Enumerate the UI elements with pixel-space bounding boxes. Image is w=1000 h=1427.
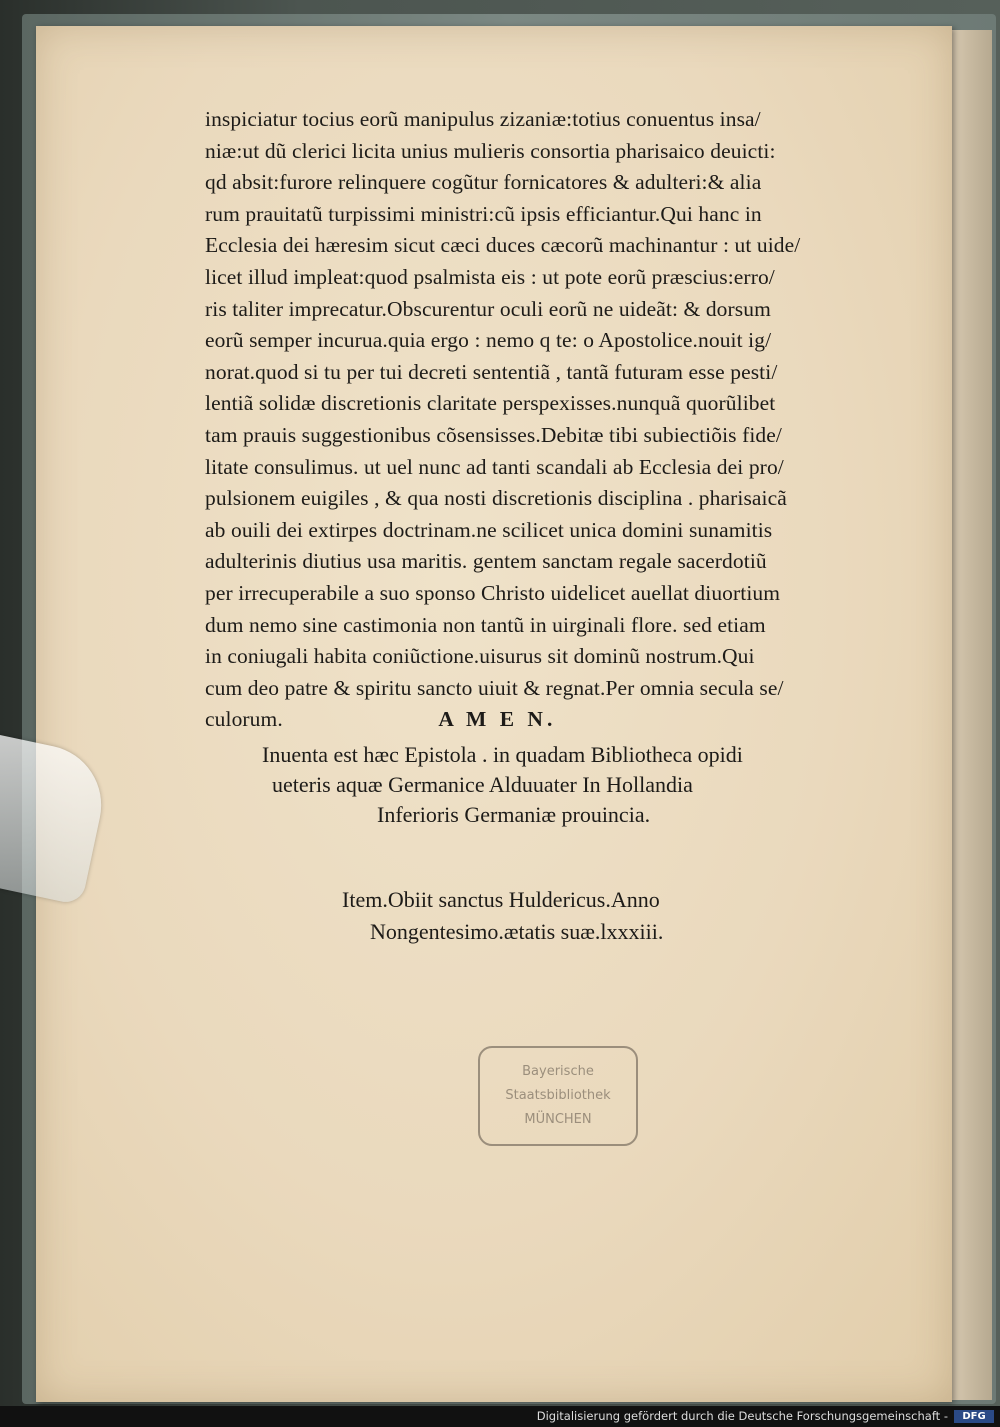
text-line: litate consulimus. ut uel nunc ad tanti scandali ab Ecclesia dei pro/ xyxy=(205,454,784,479)
death-note-line: Item.Obiit sanctus Huldericus.Anno xyxy=(342,887,660,912)
stamp-line: MÜNCHEN xyxy=(524,1112,592,1127)
page-edge xyxy=(952,30,992,1400)
text-line: ab ouili dei extirpes doctrinam.ne scilicet unica domini sunamitis xyxy=(205,517,773,542)
death-note-block xyxy=(342,884,842,948)
colophon-block xyxy=(262,740,862,830)
text-line: dum nemo sine castimonia non tantũ in uirginali flore. sed etiam xyxy=(205,612,766,637)
text-line: norat.quod si tu per tui decreti sententiã , tantã futuram esse pesti/ xyxy=(205,359,778,384)
dfg-logo: DFG xyxy=(954,1410,994,1423)
text-line: pulsionem euigiles , & qua nosti discretionis disciplina . pharisaicã xyxy=(205,486,787,511)
stamp-line: Bayerische xyxy=(522,1064,594,1079)
footer-text: Digitalisierung gefördert durch die Deutsche Forschungsgemeinschaft - xyxy=(536,1409,948,1423)
text-line: eorũ semper incurua.quia ergo : nemo q te: o Apostolice.nouit ig/ xyxy=(205,328,772,353)
text-line: ris taliter imprecatur.Obscurentur oculi eorũ ne uideãt: & dorsum xyxy=(205,296,771,321)
final-text-line xyxy=(205,704,895,736)
text-line: Ecclesia dei hæresim sicut cæci duces cæcorũ machinantur : ut uide/ xyxy=(205,233,801,258)
text-line: per irrecuperabile a suo sponso Christo uidelicet auellat diuortium xyxy=(205,580,781,605)
main-text-block xyxy=(205,104,895,736)
text-line: qd absit:furore relinquere cogũtur fornicatores & adulteri:& alia xyxy=(205,170,762,195)
library-stamp xyxy=(478,1046,638,1146)
text-line: niæ:ut dũ clerici licita unius mulieris consortia pharisaico deuicti: xyxy=(205,138,776,163)
colophon-line: Inuenta est hæc Epistola . in quadam Bibliotheca opidi xyxy=(262,742,743,767)
amen-word: A M E N. xyxy=(438,707,557,732)
colophon-line: ueteris aquæ Germanice Alduuater In Hollandia xyxy=(272,772,693,797)
text-line: rum prauitatũ turpissimi ministri:cũ ipsis efficiantur.Qui hanc in xyxy=(205,201,762,226)
text-line: lentiã solidæ discretionis claritate perspexisses.nunquã quorũlibet xyxy=(205,391,776,416)
text-line: adulterinis diutius usa maritis. gentem sanctam regale sacerdotiũ xyxy=(205,549,767,574)
text-line: inspiciatur tocius eorũ manipulus zizaniæ:totius conuentus insa/ xyxy=(205,107,761,131)
text-line: tam prauis suggestionibus cõsensisses.Debitæ tibi subiectiõis fide/ xyxy=(205,422,782,447)
stamp-line: Staatsbibliothek xyxy=(505,1088,611,1103)
text-line: in coniugali habita coniũctione.uisurus sit dominũ nostrum.Qui xyxy=(205,644,755,669)
death-note-line: Nongentesimo.ætatis suæ.lxxxiii. xyxy=(370,919,664,944)
text-line: cum deo patre & spiritu sancto uiuit & regnat.Per omnia secula se/ xyxy=(205,675,784,700)
footer-bar xyxy=(0,1406,1000,1427)
colophon-line: Inferioris Germaniæ prouincia. xyxy=(377,802,651,827)
last-line-start: culorum. xyxy=(205,707,283,732)
text-line: licet illud impleat:quod psalmista eis : ut pote eorũ præscius:erro/ xyxy=(205,264,775,289)
